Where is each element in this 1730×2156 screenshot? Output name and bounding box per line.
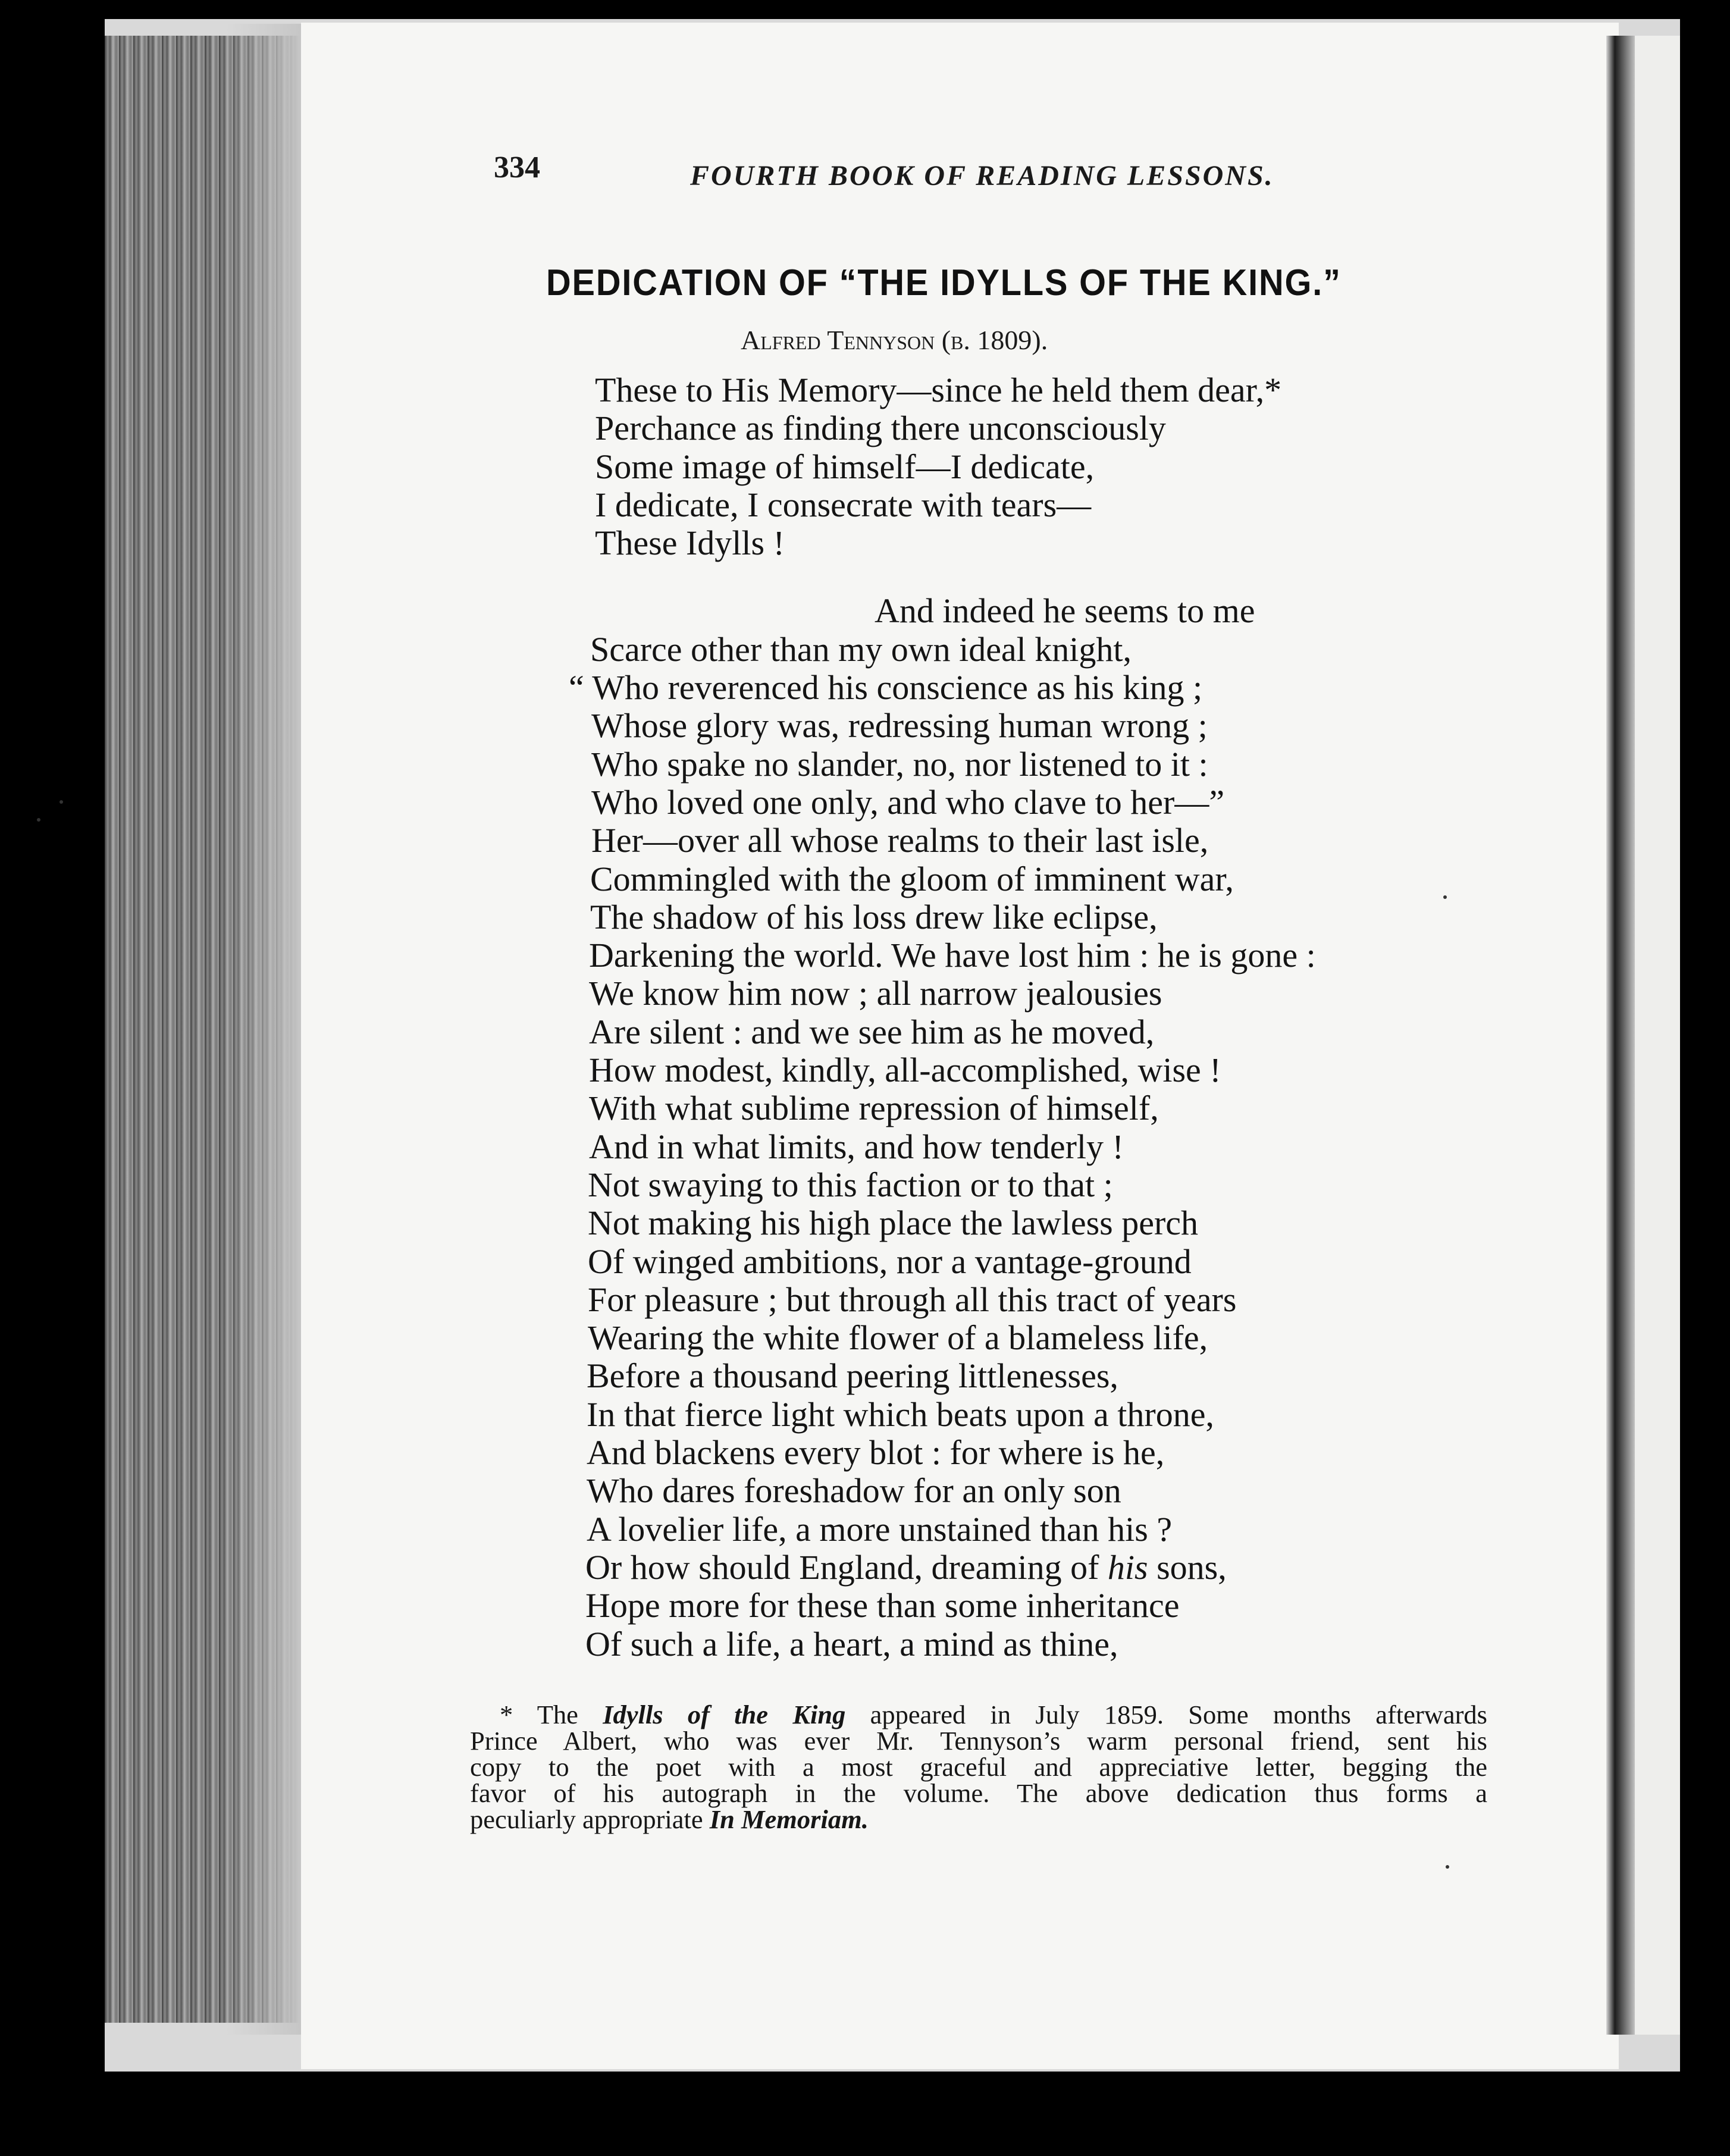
poem-line: Are silent : and we see him as he moved, xyxy=(589,1012,1155,1051)
poem-line: How modest, kindly, all-accomplished, wise ! xyxy=(589,1051,1221,1090)
scan-speck xyxy=(1446,1865,1449,1869)
footnote-line: copy to the poet with a most graceful and appreciative letter, begging the xyxy=(470,1752,1487,1782)
poem-line: In that fierce light which beats upon a throne, xyxy=(587,1394,1214,1434)
poem-line: Of winged ambitions, nor a vantage-ground xyxy=(588,1242,1192,1281)
poem-line: Wearing the white flower of a blameless life, xyxy=(588,1318,1208,1358)
scan-speck xyxy=(59,800,63,804)
footnote xyxy=(470,1701,1487,1832)
poem-body xyxy=(569,371,1316,1663)
scan-speck xyxy=(37,818,40,822)
running-title: FOURTH BOOK OF READING LESSONS. xyxy=(690,160,1274,192)
poem-line: With what sublime repression of himself, xyxy=(589,1089,1159,1128)
footnote-text: peculiarly appropriate xyxy=(470,1804,710,1834)
book-gutter xyxy=(1606,36,1635,2035)
stanza-gap xyxy=(595,562,1316,592)
poem-line: “ Who reverenced his conscience as his king ; xyxy=(569,668,1203,707)
footnote-book-title: Idylls of the King xyxy=(603,1700,846,1729)
poem-line: Perchance as finding there unconsciously xyxy=(595,409,1166,448)
poem-line: Her—over all whose realms to their last isle, xyxy=(591,821,1209,860)
poem-line: Of such a life, a heart, a mind as thine, xyxy=(585,1624,1118,1663)
facing-page-strip xyxy=(1635,36,1680,2035)
footnote-line: favor of his autograph in the volume. The above dedication thus forms a xyxy=(470,1778,1487,1808)
poem-line: Scarce other than my own ideal knight, xyxy=(590,629,1132,669)
footnote-line: Prince Albert, who was ever Mr. Tennyson’s warm personal friend, sent his xyxy=(470,1726,1487,1756)
poem-line: Darkening the world. We have lost him : he is gone : xyxy=(589,936,1316,975)
poem-title: DEDICATION OF “THE IDYLLS OF THE KING.” xyxy=(546,262,1342,303)
poem-line: Commingled with the gloom of imminent war, xyxy=(590,859,1234,898)
poem-line: And indeed he seems to me xyxy=(875,591,1255,631)
poem-line-text: sons, xyxy=(1148,1547,1227,1587)
poem-line: For pleasure ; but through all this tract of years xyxy=(588,1280,1237,1319)
poem-line: And blackens every blot : for where is he, xyxy=(587,1433,1165,1472)
poem-line: The shadow of his loss drew like eclipse, xyxy=(590,897,1158,936)
poem-line: I dedicate, I consecrate with tears— xyxy=(595,485,1092,524)
poem-line: A lovelier life, a more unstained than his ? xyxy=(587,1509,1173,1549)
page-number: 334 xyxy=(494,151,540,184)
poem-line: And in what limits, and how tenderly ! xyxy=(589,1127,1124,1166)
poem-line: Before a thousand peering littlenesses, xyxy=(587,1356,1118,1396)
footnote-line xyxy=(470,1701,1487,1728)
poem-line: We know him now ; all narrow jealousies xyxy=(589,974,1162,1013)
footnote-text: * The xyxy=(500,1700,603,1729)
poem-author: Alfred Tennyson (b. 1809). xyxy=(741,325,1048,355)
poem-line-text: Or how should England, dreaming of xyxy=(585,1547,1108,1587)
poem-line: These Idylls ! xyxy=(595,524,785,563)
poem-line: Hope more for these than some inheritance xyxy=(585,1586,1180,1625)
poem-line: Not swaying to this faction or to that ; xyxy=(588,1165,1113,1204)
page-edges-shading xyxy=(226,24,301,2035)
poem-line: Some image of himself—I dedicate, xyxy=(595,447,1095,486)
poem-line-england xyxy=(585,1549,1316,1587)
scan-speck xyxy=(1443,895,1447,899)
poem-line: Not making his high place the lawless perch xyxy=(588,1204,1199,1243)
footnote-line xyxy=(470,1806,1487,1832)
poem-line: These to His Memory—since he held them dear,* xyxy=(595,371,1282,409)
poem-line: Who spake no slander, no, nor listened to it : xyxy=(591,744,1208,784)
footnote-poem-title: In Memoriam. xyxy=(709,1804,869,1834)
poem-line: Whose glory was, redressing human wrong ; xyxy=(591,706,1208,745)
poem-line: Who dares foreshadow for an only son xyxy=(587,1471,1121,1511)
poem-line: Who loved one only, and who clave to her—” xyxy=(591,782,1225,822)
poem-line-emphasis: his xyxy=(1107,1547,1148,1587)
footnote-text: appeared in July 1859. Some months afterwards xyxy=(845,1700,1487,1729)
